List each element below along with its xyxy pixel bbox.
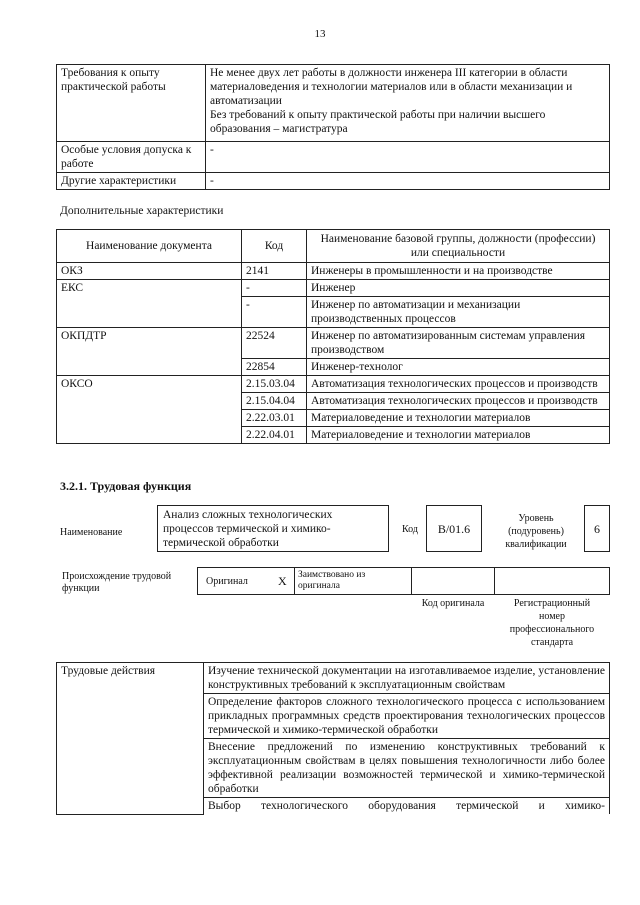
- cell-code: 2141: [242, 263, 307, 280]
- borrowed-box: Заимствовано из оригинала: [294, 567, 412, 595]
- labor-action-item: Внесение предложений по изменению конструктивных требований к эксплуатационным свойствам в целях повышения технологичности либо более эффективной реализации возможностей термической и химико-термической обработки: [204, 739, 610, 798]
- cell-code: 22854: [242, 359, 307, 376]
- level-value-box: 6: [584, 505, 610, 552]
- original-label: Оригинал: [206, 576, 248, 587]
- reg-caption: Регистрационный номер профессионального стандарта: [509, 598, 595, 648]
- req-label: Особые условия допуска к работе: [57, 142, 206, 173]
- code-label: Код: [402, 524, 418, 535]
- table-row: [57, 328, 610, 359]
- cell-name: Материаловедение и технологии материалов: [307, 427, 610, 444]
- cell-code: -: [242, 280, 307, 297]
- labor-action-item: Выбор технологического оборудования термической и химико-: [204, 798, 610, 815]
- req-label: Требования к опыту практической работы: [57, 65, 206, 142]
- section-title: 3.2.1. Трудовая функция: [60, 479, 192, 493]
- cell-code: 2.22.03.01: [242, 410, 307, 427]
- col-header-doc: Наименование документа: [57, 230, 242, 263]
- origin-label: Происхождение трудовой функции: [62, 571, 172, 594]
- cell-doc: ЕКС: [57, 280, 242, 328]
- table-header-row: [57, 230, 610, 263]
- requirements-table: [56, 64, 610, 190]
- cell-name: Автоматизация технологических процессов и производств: [307, 393, 610, 410]
- labor-actions-label: Трудовые действия: [57, 663, 204, 815]
- cell-name: Автоматизация технологических процессов и производств: [307, 376, 610, 393]
- req-value: [206, 65, 610, 142]
- req-line: Без требований к опыту практической работы при наличии высшего образования – магистратура: [210, 109, 546, 135]
- table-row: [57, 65, 610, 142]
- cell-name: Инженер: [307, 280, 610, 297]
- labor-actions-table: [56, 662, 610, 815]
- reg-number-box: [494, 567, 610, 595]
- function-code-box: B/01.6: [426, 505, 482, 552]
- orig-code-caption: Код оригинала: [421, 598, 485, 609]
- labor-action-item: Изучение технической документации на изготавливаемое изделие, установление конструктивных требований к эксплуатационным свойствам: [204, 663, 610, 694]
- table-row: [57, 663, 610, 694]
- cell-code: 2.22.04.01: [242, 427, 307, 444]
- original-mark: X: [278, 574, 287, 588]
- additional-table: [56, 229, 610, 444]
- req-label: Другие характеристики: [57, 173, 206, 190]
- labor-action-item: Определение факторов сложного технологического процесса с использованием прикладных программных средств проектирования технологических процессов термической и химико-термической обработки: [204, 694, 610, 739]
- cell-code: 2.15.03.04: [242, 376, 307, 393]
- additional-title: Дополнительные характеристики: [60, 205, 224, 217]
- cell-code: 22524: [242, 328, 307, 359]
- name-label: Наименование: [60, 527, 123, 538]
- orig-code-box: [411, 567, 495, 595]
- cell-name: Инженер по автоматизации и механизации производственных процессов: [307, 297, 610, 328]
- table-row: [57, 376, 610, 393]
- table-row: [57, 142, 610, 173]
- cell-name: Инженер-технолог: [307, 359, 610, 376]
- table-row: [57, 263, 610, 280]
- table-row: [57, 280, 610, 297]
- page-number: 13: [314, 28, 326, 40]
- original-box: [197, 567, 295, 595]
- cell-name: Инженер по автоматизированным системам управления производством: [307, 328, 610, 359]
- level-label: Уровень (подуровень) квалификации: [505, 513, 567, 550]
- cell-code: -: [242, 297, 307, 328]
- cell-doc: ОКПДТР: [57, 328, 242, 376]
- cell-doc: ОКСО: [57, 376, 242, 444]
- req-value: -: [206, 142, 610, 173]
- function-name-box: Анализ сложных технологических процессов термической и химико-термической обработки: [157, 505, 389, 552]
- cell-name: Материаловедение и технологии материалов: [307, 410, 610, 427]
- req-value: -: [206, 173, 610, 190]
- req-line: Не менее двух лет работы в должности инженера III категории в области материаловедения и технологии материалов или в области механизации и автоматизации: [210, 67, 573, 107]
- table-row: [57, 173, 610, 190]
- cell-doc: ОКЗ: [57, 263, 242, 280]
- cell-name: Инженеры в промышленности и на производстве: [307, 263, 610, 280]
- col-header-name: Наименование базовой группы, должности (профессии) или специальности: [307, 230, 610, 263]
- cell-code: 2.15.04.04: [242, 393, 307, 410]
- col-header-code: Код: [242, 230, 307, 263]
